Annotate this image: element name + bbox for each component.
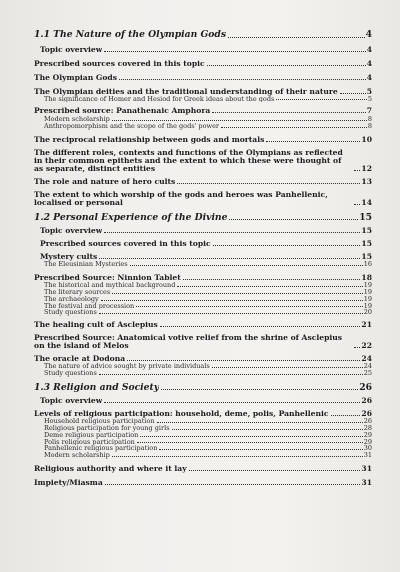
toc-entry-title: Levels of religious participation: household, deme, polis, Panhellenic — [34, 410, 329, 419]
toc-entry — [34, 123, 372, 130]
toc-entry-page-number: 26 — [363, 417, 372, 426]
table-of-contents — [34, 30, 372, 487]
toc-entry-title: Religious authority and where it lay — [34, 465, 187, 474]
toc-entry-title: The reciprocal relationship between gods and mortals — [34, 135, 265, 144]
toc-entry — [34, 60, 372, 68]
toc-entry-page-number: 26 — [359, 381, 372, 393]
dot-leader — [112, 456, 363, 457]
toc-entry — [34, 425, 372, 432]
toc-entry-title: The Olympian deities and the traditional understanding of their nature — [34, 87, 338, 96]
toc-entry — [34, 274, 372, 282]
dot-leader — [189, 470, 361, 471]
toc-entry-title: The literary sources — [44, 288, 111, 296]
toc-entry-title: The extent to which worship of the gods and heroes was Panhellenic, localised or personal — [34, 190, 328, 207]
toc-entry-title: Impiety/Miasma — [34, 479, 103, 488]
toc-entry-page-number: 15 — [361, 239, 372, 249]
toc-entry-page-number: 25 — [363, 368, 372, 377]
toc-entry — [34, 30, 372, 40]
toc-entry-page-number: 31 — [361, 464, 372, 474]
toc-entry — [34, 213, 372, 223]
dot-leader — [212, 112, 365, 113]
toc-entry — [34, 334, 372, 350]
dot-leader — [221, 127, 367, 128]
toc-entry — [34, 418, 372, 425]
toc-entry — [34, 321, 372, 329]
toc-entry — [34, 309, 372, 316]
toc-entry-title: Polis religious participation — [44, 438, 135, 446]
toc-entry-page-number: 19 — [363, 281, 372, 290]
toc-entry-title: Prescribed Source: Ninnion Tablet — [34, 274, 181, 283]
toc-entry-page-number: 19 — [363, 287, 372, 296]
dot-leader — [340, 93, 366, 94]
toc-entry — [34, 363, 372, 370]
dot-leader — [207, 65, 366, 66]
toc-entry — [34, 74, 372, 82]
toc-entry-title: Prescribed Source: Anatomical votive relief from the shrine of Asclepius on the island of Melos — [34, 334, 343, 351]
toc-entry-page-number: 4 — [365, 29, 372, 40]
dot-leader — [137, 442, 363, 443]
toc-entry-title: Study questions — [44, 369, 97, 377]
dot-leader — [159, 449, 362, 450]
dot-leader — [119, 79, 366, 80]
dot-leader — [104, 232, 360, 233]
toc-entry — [34, 88, 372, 96]
toc-entry-page-number: 12 — [361, 163, 372, 173]
toc-entry-page-number: 19 — [363, 301, 372, 310]
toc-entry-page-number: 31 — [361, 478, 372, 488]
toc-entry-title: The healing cult of Asclepius — [34, 321, 158, 330]
dot-leader — [213, 245, 361, 246]
dot-leader — [161, 389, 358, 390]
toc-entry-title: The different roles, contexts and functions of the Olympians as reflected in their common epithets and the extent to which these were thought of as separate, distinct entities — [34, 148, 343, 173]
toc-entry-page-number: 5 — [367, 94, 372, 103]
toc-entry-title: Prescribed sources covered in this topic — [40, 240, 211, 249]
toc-entry-page-number: 24 — [363, 362, 372, 370]
toc-entry-page-number: 28 — [363, 424, 372, 433]
toc-entry-title: Prescribed sources covered in this topic — [34, 59, 205, 68]
toc-entry-page-number: 4 — [366, 58, 372, 68]
toc-entry-page-number: 29 — [363, 437, 372, 446]
toc-entry — [34, 479, 372, 487]
toc-entry-title: Panhellenic religious participation — [44, 445, 158, 453]
toc-entry — [34, 465, 372, 473]
toc-entry-page-number: 26 — [361, 396, 372, 406]
toc-entry-page-number: 18 — [361, 273, 372, 283]
toc-entry — [34, 240, 372, 248]
toc-entry-page-number: 8 — [367, 115, 372, 124]
dot-leader — [112, 293, 362, 294]
dot-leader — [229, 219, 358, 220]
toc-entry-title: The oracle at Dodona — [34, 355, 126, 363]
toc-entry — [34, 136, 372, 144]
toc-entry-title: Mystery cults — [40, 253, 98, 262]
toc-entry-page-number: 15 — [361, 252, 372, 262]
toc-entry — [34, 397, 372, 405]
toc-entry — [34, 282, 372, 289]
toc-entry-page-number: 4 — [366, 72, 372, 82]
dot-leader — [105, 484, 361, 485]
toc-entry-page-number: 29 — [363, 430, 372, 439]
dot-leader — [160, 326, 361, 327]
toc-entry-title: 1.3 Religion and Society — [34, 382, 160, 393]
toc-entry — [34, 303, 372, 310]
toc-entry-title: 1.1 The Nature of the Olympian Gods — [34, 30, 227, 40]
toc-entry — [34, 96, 372, 103]
toc-entry — [34, 355, 372, 363]
dot-leader — [99, 374, 363, 375]
toc-entry-page-number: 14 — [361, 197, 372, 207]
toc-entry-title: Topic overview — [40, 227, 103, 236]
toc-entry-page-number: 10 — [361, 134, 372, 144]
toc-entry-title: The archaeology — [44, 295, 99, 303]
dot-leader — [183, 279, 361, 280]
toc-entry — [34, 107, 372, 115]
toc-entry-page-number: 20 — [363, 308, 372, 317]
toc-entry — [34, 445, 372, 452]
dot-leader — [130, 265, 363, 266]
toc-entry-title: Topic overview — [40, 397, 103, 406]
dot-leader — [212, 367, 363, 368]
dot-leader — [127, 360, 360, 361]
toc-entry-page-number: 15 — [359, 211, 372, 223]
toc-entry — [34, 191, 372, 207]
toc-entry — [34, 439, 372, 446]
dot-leader — [172, 429, 363, 430]
dot-leader — [99, 258, 360, 259]
toc-entry-page-number: 31 — [363, 451, 372, 460]
dot-leader — [177, 183, 360, 184]
toc-entry-title: 1.2 Personal Experience of the Divine — [34, 212, 228, 223]
toc-entry-page-number: 5 — [366, 86, 372, 96]
toc-entry-page-number: 26 — [361, 409, 372, 419]
toc-entry-title: Religious participation for young girls — [44, 425, 170, 432]
dot-leader — [140, 436, 362, 437]
dot-leader — [136, 306, 363, 307]
toc-entry-title: The significance of Homer and Hesiod for Greek ideas about the gods — [44, 95, 275, 103]
toc-entry-title: Modern scholarship — [44, 452, 110, 460]
toc-entry — [34, 261, 372, 268]
dot-leader — [157, 422, 363, 423]
toc-entry-title: The nature of advice sought by private individuals — [44, 363, 210, 370]
toc-entry — [34, 149, 372, 173]
toc-entry — [34, 227, 372, 235]
toc-entry-title: Prescribed source: Panathenaic Amphora — [34, 107, 211, 116]
toc-entry-title: Anthropomorphism and the scope of the gods' power — [44, 123, 220, 130]
toc-entry — [34, 432, 372, 439]
dot-leader — [177, 286, 362, 287]
toc-entry — [34, 253, 372, 261]
toc-entry-title: Deme religious participation — [44, 431, 139, 439]
toc-entry-page-number: 8 — [367, 122, 372, 131]
dot-leader — [104, 51, 365, 52]
dot-leader — [354, 204, 360, 205]
toc-entry — [34, 46, 372, 54]
dot-leader — [266, 141, 360, 142]
dot-leader — [104, 402, 360, 403]
toc-entry-page-number: 19 — [363, 294, 372, 303]
toc-entry-title: Study questions — [44, 309, 97, 317]
toc-entry-title: The festival and procession — [44, 302, 135, 310]
toc-entry-page-number: 7 — [366, 106, 372, 116]
dot-leader — [354, 170, 360, 171]
dot-leader — [112, 120, 367, 121]
toc-entry-title: Modern scholarship — [44, 116, 110, 124]
toc-entry — [34, 289, 372, 296]
dot-leader — [101, 300, 363, 301]
toc-entry — [34, 178, 372, 186]
toc-entry — [34, 296, 372, 303]
toc-entry-page-number: 4 — [366, 44, 372, 54]
toc-entry-title: Household religious participation — [44, 418, 155, 426]
toc-entry — [34, 383, 372, 393]
dot-leader — [331, 415, 361, 416]
toc-entry-title: The role and nature of hero cults — [34, 177, 176, 186]
dot-leader — [99, 313, 363, 314]
toc-entry-page-number: 22 — [361, 341, 372, 351]
toc-entry — [34, 116, 372, 123]
toc-entry-page-number: 21 — [361, 320, 372, 330]
toc-entry — [34, 370, 372, 377]
toc-entry-page-number: 24 — [361, 354, 372, 364]
toc-entry-title: Topic overview — [40, 45, 103, 54]
toc-entry-page-number: 13 — [361, 176, 372, 186]
toc-entry-title: The Eleusinian Mysteries — [44, 261, 128, 269]
dot-leader — [228, 37, 365, 38]
toc-entry-page-number: 30 — [363, 444, 372, 453]
dot-leader — [354, 347, 360, 348]
dot-leader — [276, 99, 367, 100]
toc-entry — [34, 452, 372, 459]
toc-entry-page-number: 15 — [361, 226, 372, 236]
toc-entry-title: The Olympian Gods — [34, 73, 118, 82]
toc-entry — [34, 410, 372, 418]
toc-entry-page-number: 16 — [363, 260, 372, 269]
toc-entry-title: The historical and mythical background — [44, 282, 176, 289]
